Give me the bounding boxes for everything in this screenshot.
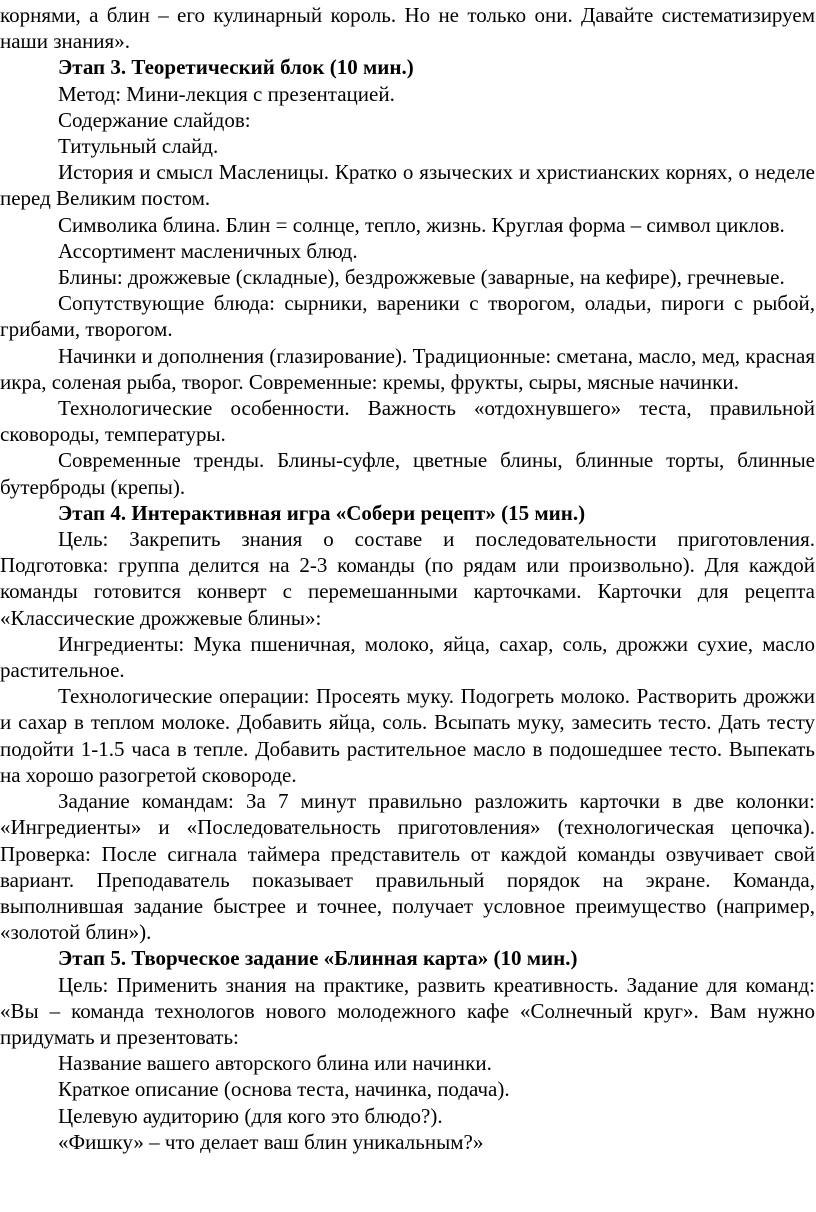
paragraph-fillings: Начинки и дополнения (глазирование). Традиционные: сметана, масло, мед, красная икра, соленая рыба, творог. Современные: кремы, фрукты, сыры, мясные начинки. <box>0 343 815 394</box>
paragraph-side-dishes: Сопутствующие блюда: сырники, вареники с творогом, оладьи, пироги с рыбой, грибами, творогом. <box>0 291 815 342</box>
heading-stage-3: Этап 3. Теоретический блок (10 мин.) <box>58 55 414 80</box>
paragraph-item-feature: «Фишку» – что делает ваш блин уникальным?» <box>58 1129 484 1154</box>
paragraph-pancakes: Блины: дрожжевые (складные), бездрожжевые (заварные, на кефире), гречневые. <box>58 265 785 290</box>
heading-stage-5: Этап 5. Творческое задание «Блинная карта» (10 мин.) <box>58 946 578 971</box>
paragraph-technology: Технологические особенности. Важность «отдохнувшего» теста, правильной сковороды, температуры. <box>0 396 815 447</box>
paragraph-operations: Технологические операции: Просеять муку. Подогреть молоко. Растворить дрожжи и сахар в теплом молоке. Добавить яйца, соль. Всыпать муку, замесить тесто. Дать тесту подойти 1-1.5 часа в тепле. Добавить растительное масло в подошедшее тесто. Выпекать на хорошо разогретой сковороде. <box>0 684 815 787</box>
heading-stage-4: Этап 4. Интерактивная игра «Собери рецепт» (15 мин.) <box>58 500 586 525</box>
paragraph-creative-goal: Цель: Применить знания на практике, развить креативность. Задание для команд: «Вы – команда технологов нового молодежного кафе «Солнечный круг». Вам нужно придумать и презентовать: <box>0 972 815 1049</box>
paragraph-ingredients: Ингредиенты: Мука пшеничная, молоко, яйца, сахар, соль, дрожжи сухие, масло растительное. <box>0 631 815 683</box>
paragraph-game-goal: Цель: Закрепить знания о составе и последовательности приготовления. Подготовка: группа делится на 2-3 команды (по рядам или произвольно). Для каждой команды готовится конверт с перемешанными карточками. Карточки для рецепта «Классические дрожжевые блины»: <box>0 527 815 630</box>
paragraph-slides-content: Содержание слайдов: <box>58 107 251 132</box>
paragraph-team-task: Задание командам: За 7 минут правильно разложить карточки в две колонки: «Ингредиенты» и «Последовательность приготовления» (технологическая цепочка). Проверка: После сигнала таймера представитель от каждой команды озвучивает свой вариант. Преподаватель показывает правильный порядок на экране. Команда, выполнившая задание быстрее и точнее, получает условное преимущество (например, «золотой блин»). <box>0 789 815 945</box>
paragraph-item-name: Название вашего авторского блина или начинки. <box>58 1051 492 1076</box>
paragraph-assortment: Ассортимент масленичных блюд. <box>58 238 358 263</box>
paragraph-method: Метод: Мини-лекция с презентацией. <box>58 81 395 106</box>
paragraph-item-audience: Целевую аудиторию (для кого это блюдо?). <box>58 1103 443 1128</box>
paragraph-trends: Современные тренды. Блины-суфле, цветные блины, блинные торты, блинные бутерброды (крепы). <box>0 448 815 499</box>
paragraph-symbolism: Символика блина. Блин = солнце, тепло, жизнь. Круглая форма – символ циклов. <box>58 212 785 237</box>
paragraph-title-slide: Титульный слайд. <box>58 134 219 159</box>
paragraph-item-description: Краткое описание (основа теста, начинка, подача). <box>58 1077 510 1102</box>
paragraph-intro-continuation: корнями, а блин – его кулинарный король. Но не только они. Давайте систематизируем наши знания». <box>0 3 815 54</box>
paragraph-history: История и смысл Масленицы. Кратко о языческих и христианских корнях, о неделе перед Великим постом. <box>0 160 815 211</box>
